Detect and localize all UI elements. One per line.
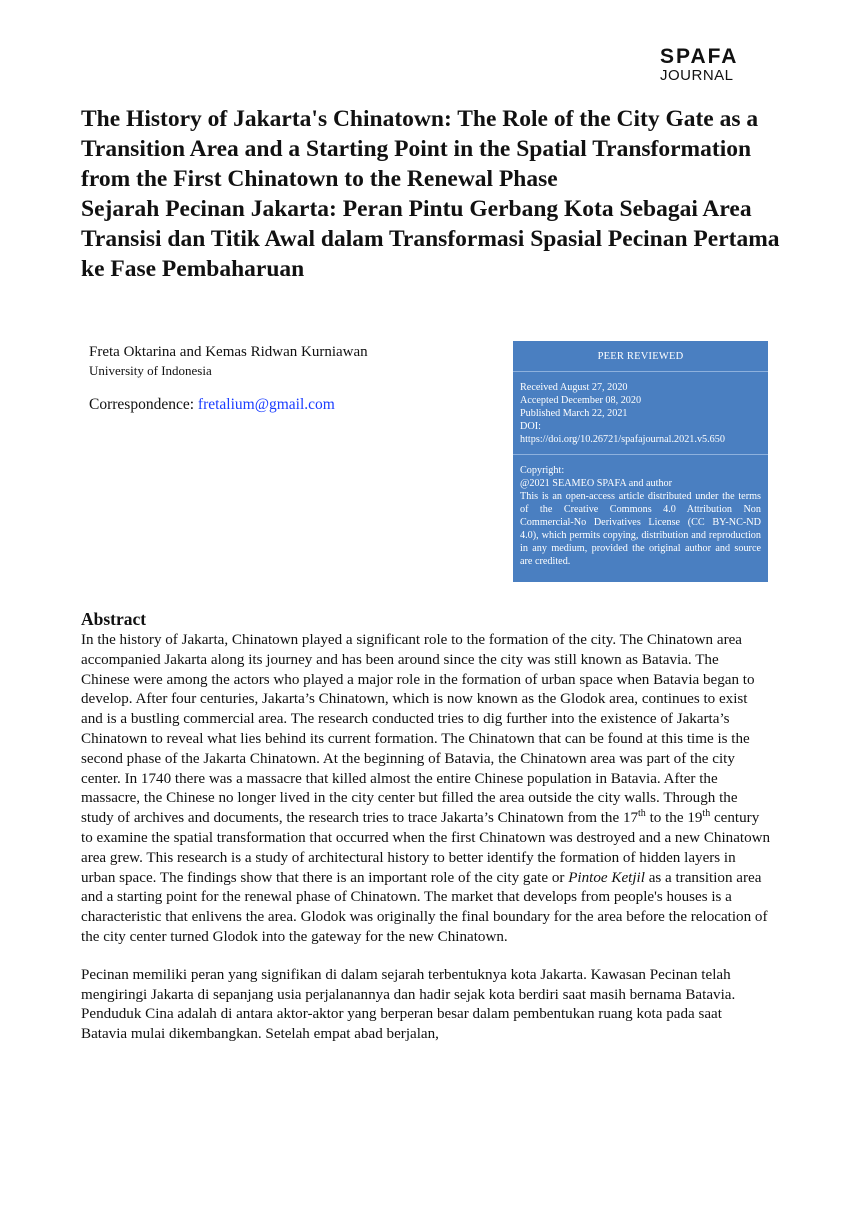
abstract-heading: Abstract [81,609,147,629]
abstract-text: as a transition area and a starting point for the renewal phase of Chinatown. The market that develops from people's houses is a characteristic that enlivens the area. Glodok was originally the final boundary for the area before the relocation of the city center turned Glodok into the gateway for the new Chinatown. [81,869,768,945]
license-text: This is an open-access article distributed under the terms of the Creative Commons 4.0 Attribution Non Commercial-No Derivatives License (CC BY-NC-ND 4.0), which permits copying, distribution and reproduction in any medium, provided the original author and source are credited. [520,491,761,567]
publication-dates [513,372,768,455]
doi-link[interactable]: https://doi.org/10.26721/spafajournal.2021.v5.650 [520,434,725,445]
title-english: The History of Jakarta's Chinatown: The Role of the City Gate as a Transition Area and a Starting Point in the Spatial Transformation from the First Chinatown to the Renewal Phase [81,106,759,192]
italic-term: Pintoe Ketjil [568,869,645,886]
superscript: th [702,808,711,820]
author-names: Freta Oktarina and Kemas Ridwan Kurniawan [89,344,368,360]
author-affiliation: University of Indonesia [89,363,212,378]
correspondence-email-link[interactable]: fretalium@gmail.com [197,396,335,413]
logo-subtitle: JOURNAL [660,67,734,84]
abstract-english-paragraph [81,631,771,948]
title-indonesian: Sejarah Pecinan Jakarta: Peran Pintu Gerbang Kota Sebagai Area Transisi dan Titik Awal dalam Transformasi Spasial Pecinan Pertama ke Fase Pembaharuan [81,196,780,282]
copyright-label: Copyright: [520,465,565,476]
accepted-date: Accepted December 08, 2020 [520,395,642,406]
correspondence-label: Correspondence: [89,396,195,413]
copyright-holder: @2021 SEAMEO SPAFA and author [520,478,673,489]
abstract-text: In the history of Jakarta, Chinatown played a significant role to the formation of the city. The Chinatown area accompanied Jakarta along its journey and has been around since the city was still known as Batavia. The Chinese were among the actors who played a major role in the formation of urban space when Batavia began to develop. After four centuries, Jakarta’s Chinatown, which is now known as the Glodok area, continues to exist and is a bustling commercial area. The research conducted tries to dig further into the existence of Jakarta’s Chinatown to reveal what lies behind its current formation. The Chinatown that can be found at this time is the second phase of the Jakarta Chinatown. At the beginning of Batavia, the Chinatown area was part of the city center. In 1740 there was a massacre that killed almost the entire Chinese population in Batavia. After the massacre, the Chinese no longer lived in the city center but filled the area outside the city walls. Through the study of archives and documents, the research tries to trace Jakarta’s Chinatown from the 17 [81,632,755,827]
journal-logo [660,46,760,84]
abstract-text: to the 19 [645,810,703,827]
copyright-section [513,455,768,577]
article-info-box [513,341,768,582]
published-date: Published March 22, 2021 [520,408,628,419]
article-title [81,104,781,284]
correspondence [89,395,389,415]
superscript: th [638,808,646,820]
abstract-text: century to examine the spatial transformation that occurred when the first Chinatown was destroyed and a new Chinatown area grew. This research is a study of architectural history to better identify the formation of hidden layers in urban space. The findings show that there is an important role of the city gate or [81,810,771,886]
peer-reviewed-header: PEER REVIEWED [513,341,768,372]
author-block [89,342,389,415]
logo-brand: SPAFA [660,45,739,68]
doi-label: DOI: [520,421,541,432]
abstract-section [81,607,771,1045]
abstract-indonesian-paragraph: Pecinan memiliki peran yang signifikan di dalam sejarah terbentuknya kota Jakarta. Kawasan Pecinan telah mengiringi Jakarta di sepanjang usia perjalanannya dan hadir sejak kota berdiri saat masih bernama Batavia. Penduduk Cina adalah di antara aktor-aktor yang berperan besar dalam pembentukan ruang kota pada saat Batavia mulai dikembangkan. Setelah empat abad berjalan, [81,966,736,1043]
received-date: Received August 27, 2020 [520,382,628,393]
